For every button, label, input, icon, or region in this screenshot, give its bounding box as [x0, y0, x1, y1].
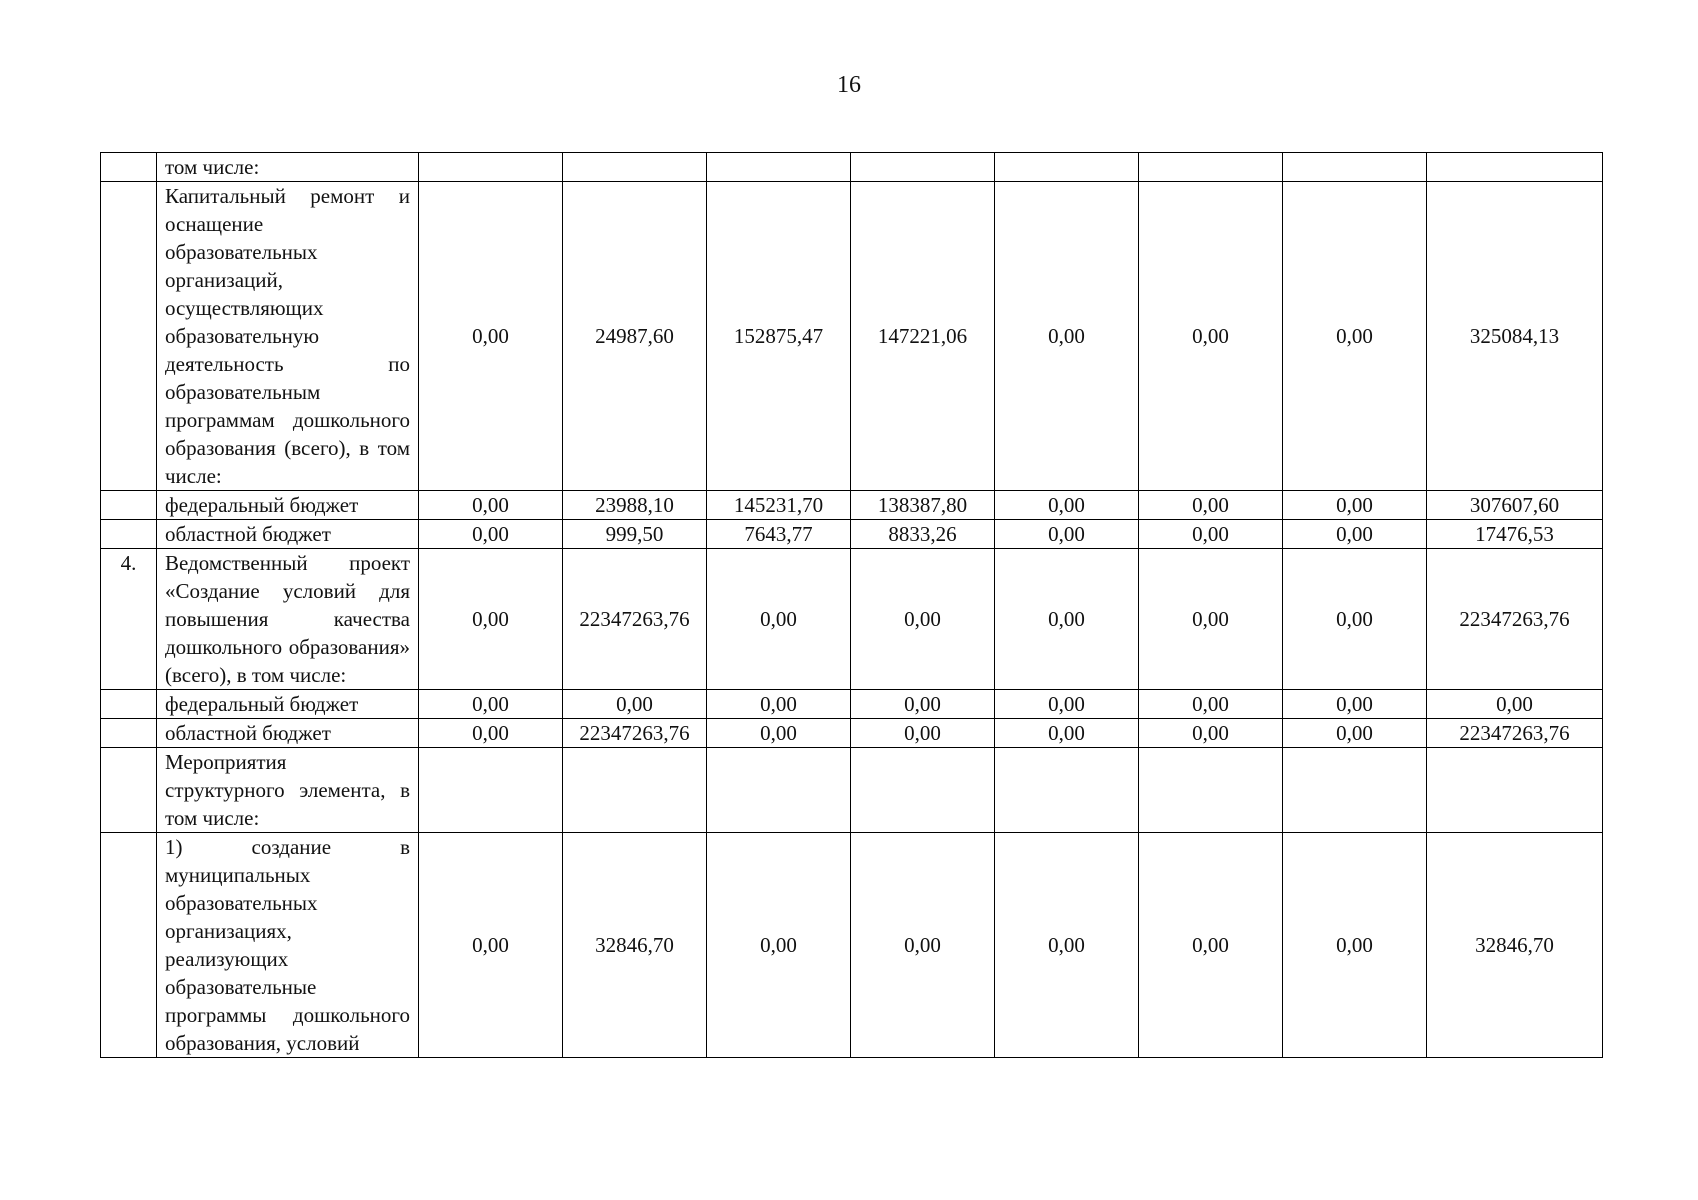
- table-cell: 0,00: [851, 690, 995, 719]
- table-cell: 0,00: [995, 719, 1139, 748]
- table-cell: 23988,10: [563, 491, 707, 520]
- table-cell: 0,00: [995, 690, 1139, 719]
- table-cell: [995, 153, 1139, 182]
- table-cell: 22347263,76: [1427, 549, 1603, 690]
- row-title: областной бюджет: [157, 520, 419, 549]
- table-cell: 32846,70: [563, 833, 707, 1058]
- table-cell: 0,00: [419, 690, 563, 719]
- row-number: [101, 491, 157, 520]
- table-cell: 0,00: [1139, 833, 1283, 1058]
- table-cell: 32846,70: [1427, 833, 1603, 1058]
- table-cell: 0,00: [851, 833, 995, 1058]
- table-cell: 0,00: [995, 833, 1139, 1058]
- table-cell: [851, 153, 995, 182]
- table-cell: [851, 748, 995, 833]
- table-cell: 0,00: [419, 719, 563, 748]
- table-cell: 0,00: [1139, 182, 1283, 491]
- table-cell: 0,00: [419, 833, 563, 1058]
- table-cell: 22347263,76: [563, 719, 707, 748]
- table-cell: [707, 748, 851, 833]
- table-cell: 0,00: [1283, 719, 1427, 748]
- table-cell: 22347263,76: [563, 549, 707, 690]
- table-cell: 17476,53: [1427, 520, 1603, 549]
- table-cell: 999,50: [563, 520, 707, 549]
- table-cell: 0,00: [707, 549, 851, 690]
- page-number: 16: [837, 72, 861, 98]
- table-cell: 0,00: [1139, 690, 1283, 719]
- table-cell: 0,00: [563, 690, 707, 719]
- table-cell: 0,00: [995, 520, 1139, 549]
- table-cell: 0,00: [1283, 520, 1427, 549]
- table-row: [101, 182, 1603, 491]
- table-cell: 0,00: [707, 690, 851, 719]
- table-cell: 0,00: [1139, 719, 1283, 748]
- table-cell: 0,00: [419, 182, 563, 491]
- table-cell: [1427, 748, 1603, 833]
- table-cell: 0,00: [1283, 549, 1427, 690]
- table-cell: 0,00: [1427, 690, 1603, 719]
- table-row: [101, 491, 1603, 520]
- table-row: [101, 748, 1603, 833]
- table-cell: 0,00: [995, 182, 1139, 491]
- budget-table: [100, 152, 1603, 1058]
- table-cell: 147221,06: [851, 182, 995, 491]
- table-row: [101, 520, 1603, 549]
- row-number: [101, 153, 157, 182]
- table-cell: 0,00: [419, 549, 563, 690]
- table-cell: 0,00: [707, 719, 851, 748]
- table-cell: [563, 153, 707, 182]
- table-row: [101, 690, 1603, 719]
- table-cell: [419, 748, 563, 833]
- row-title: том числе:: [157, 153, 419, 182]
- table-cell: 0,00: [1283, 182, 1427, 491]
- row-title: областной бюджет: [157, 719, 419, 748]
- table-cell: 152875,47: [707, 182, 851, 491]
- table-cell: 24987,60: [563, 182, 707, 491]
- table-cell: 0,00: [707, 833, 851, 1058]
- row-number: [101, 748, 157, 833]
- table-cell: 0,00: [1283, 690, 1427, 719]
- table-cell: 0,00: [1283, 491, 1427, 520]
- row-title: 1) создание в муниципальных образовательных организациях, реализующих образовательные программы дошкольного образования, условий: [157, 833, 419, 1058]
- row-number: [101, 719, 157, 748]
- table-cell: 22347263,76: [1427, 719, 1603, 748]
- table-cell: 325084,13: [1427, 182, 1603, 491]
- row-title: Мероприятия структурного элемента, в том числе:: [157, 748, 419, 833]
- table-cell: 0,00: [1139, 520, 1283, 549]
- table-row: [101, 153, 1603, 182]
- table-cell: [1427, 153, 1603, 182]
- table-cell: [1139, 153, 1283, 182]
- table-cell: [1283, 748, 1427, 833]
- table-cell: 0,00: [1139, 491, 1283, 520]
- table-cell: [995, 748, 1139, 833]
- table-cell: [1283, 153, 1427, 182]
- table-row: [101, 719, 1603, 748]
- table-cell: 0,00: [851, 549, 995, 690]
- row-number: [101, 520, 157, 549]
- table-cell: 0,00: [1139, 549, 1283, 690]
- row-number: [101, 833, 157, 1058]
- table-cell: 7643,77: [707, 520, 851, 549]
- table-cell: [1139, 748, 1283, 833]
- row-number: [101, 182, 157, 491]
- table-cell: 0,00: [995, 491, 1139, 520]
- table-cell: 307607,60: [1427, 491, 1603, 520]
- table-cell: 145231,70: [707, 491, 851, 520]
- table-cell: [419, 153, 563, 182]
- table-cell: 0,00: [1283, 833, 1427, 1058]
- table-cell: 0,00: [419, 491, 563, 520]
- table-cell: 138387,80: [851, 491, 995, 520]
- table-cell: 0,00: [419, 520, 563, 549]
- table-cell: [707, 153, 851, 182]
- table-cell: [563, 748, 707, 833]
- table-cell: 0,00: [851, 719, 995, 748]
- row-title: Ведомственный проект «Создание условий для повышения качества дошкольного образования» (всего), в том числе:: [157, 549, 419, 690]
- table-row: [101, 549, 1603, 690]
- table-row: [101, 833, 1603, 1058]
- row-number: 4.: [101, 549, 157, 690]
- table-cell: 8833,26: [851, 520, 995, 549]
- table-cell: 0,00: [995, 549, 1139, 690]
- row-title: федеральный бюджет: [157, 491, 419, 520]
- row-title: Капитальный ремонт и оснащение образовательных организаций, осуществляющих образовательную деятельность по образовательным программам дошкольного образования (всего), в том числе:: [157, 182, 419, 491]
- row-number: [101, 690, 157, 719]
- row-title: федеральный бюджет: [157, 690, 419, 719]
